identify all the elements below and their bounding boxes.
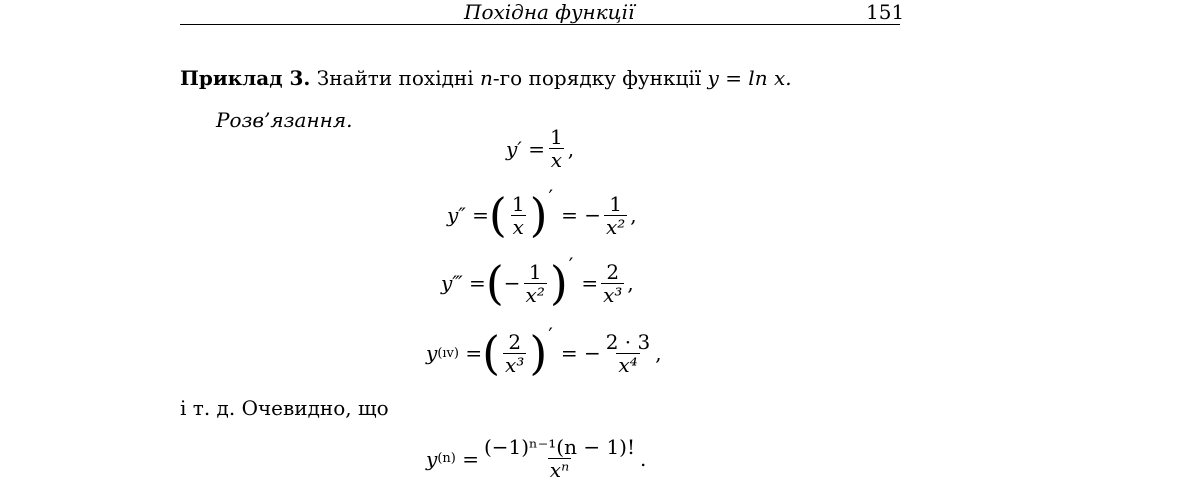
example-text-2: -го порядку функції (492, 66, 708, 90)
header-rule (180, 24, 900, 25)
eq2-inner-den: x (512, 214, 524, 239)
eq2-prime: ′ (548, 185, 554, 209)
eq4-lhs-sup: (ıv) (437, 345, 459, 361)
equation-5: y (n) = $\frac{\text{(−1)ⁿ⁻¹(n − 1)!}}{\text{xⁿ}}$ . (426, 435, 647, 482)
solution-label: Розв’язання. (216, 108, 353, 132)
eq4-rhs-fraction (604, 331, 653, 376)
equation-2 (447, 185, 637, 242)
example-label: Приклад 3. (180, 66, 311, 90)
eq4-inner-den: x³ (505, 352, 525, 377)
eq3-left-paren: ( (485, 256, 504, 310)
eq3-rhs-fraction (601, 261, 624, 306)
eq2-rhs-sign: = − (561, 203, 601, 227)
eq3-inner-fraction (524, 261, 547, 306)
eq5-lhs-sup: (n) (437, 451, 456, 466)
eq2-lhs: y″ = (447, 203, 489, 227)
example-n: n (480, 66, 493, 90)
eq4-rhs-den: x⁴ (618, 352, 638, 377)
eq1-den: x (550, 148, 562, 172)
eq3-lhs: y‴ = (441, 271, 486, 295)
eq4-inner-fraction (503, 331, 526, 376)
eq4-prime: ′ (548, 323, 553, 347)
equation-1 (506, 126, 574, 171)
eq3-rhs-num: 2 (606, 259, 620, 284)
eq3-prime: ′ (568, 253, 574, 277)
eq5-den: xⁿ (549, 458, 570, 482)
example-text-1: Знайти похідні (316, 66, 480, 90)
eq4-right-paren: ) (529, 326, 548, 380)
eq3-inner-den: x² (525, 282, 545, 307)
eq2-rhs-den: x² (605, 214, 626, 239)
eq3-tail: , (627, 271, 634, 295)
eq2-rhs-fraction (604, 193, 627, 238)
eq2-tail: , (630, 203, 637, 227)
eq4-tail: , (655, 341, 662, 365)
eq2-inner-fraction (510, 193, 527, 238)
eq5-fraction (482, 436, 637, 481)
example-function: y = ln x. (707, 66, 792, 90)
eq2-left-paren: ( (488, 188, 507, 242)
eq2-right-paren: ) (529, 188, 548, 242)
page-number: 151 (866, 0, 905, 24)
eq1-num: 1 (549, 125, 563, 149)
eq2-rhs-num: 1 (609, 191, 622, 216)
eq3-right-paren: ) (549, 256, 568, 310)
eq1-fraction (548, 126, 565, 171)
equation-3 (441, 253, 634, 310)
eq3-rhs-den: x³ (603, 282, 623, 307)
eq5-num: (−1)ⁿ⁻¹(n − 1)! (483, 435, 636, 459)
running-title: Похідна функції (464, 0, 635, 24)
eq3-rhs-sign: = (581, 271, 599, 295)
eq4-left-paren: ( (482, 326, 501, 380)
eq1-lhs: y′ = (506, 136, 545, 161)
eq3-inner-sign: − (503, 271, 521, 295)
eq5-lhs-base: y (426, 446, 438, 471)
eq4-inner-num: 2 (508, 329, 522, 354)
eq4-rhs-sign: = − (560, 341, 601, 365)
example-statement (180, 66, 792, 90)
eq4-rhs-num: 2 · 3 (605, 329, 651, 354)
eq5-tail: . (640, 446, 647, 471)
eq4-lhs-base: y (426, 341, 438, 365)
eq1-tail: , (567, 136, 575, 161)
equation-4: y (ıv) = ( $\frac{2}{\text{x³}}$ ) ′ = − $\frac{2 \cdot 3}{\text{x⁴}}$ , (426, 323, 662, 380)
eq2-inner-num: 1 (511, 191, 525, 216)
etc-text: і т. д. Очевидно, що (180, 396, 389, 420)
eq3-inner-num: 1 (528, 259, 542, 284)
